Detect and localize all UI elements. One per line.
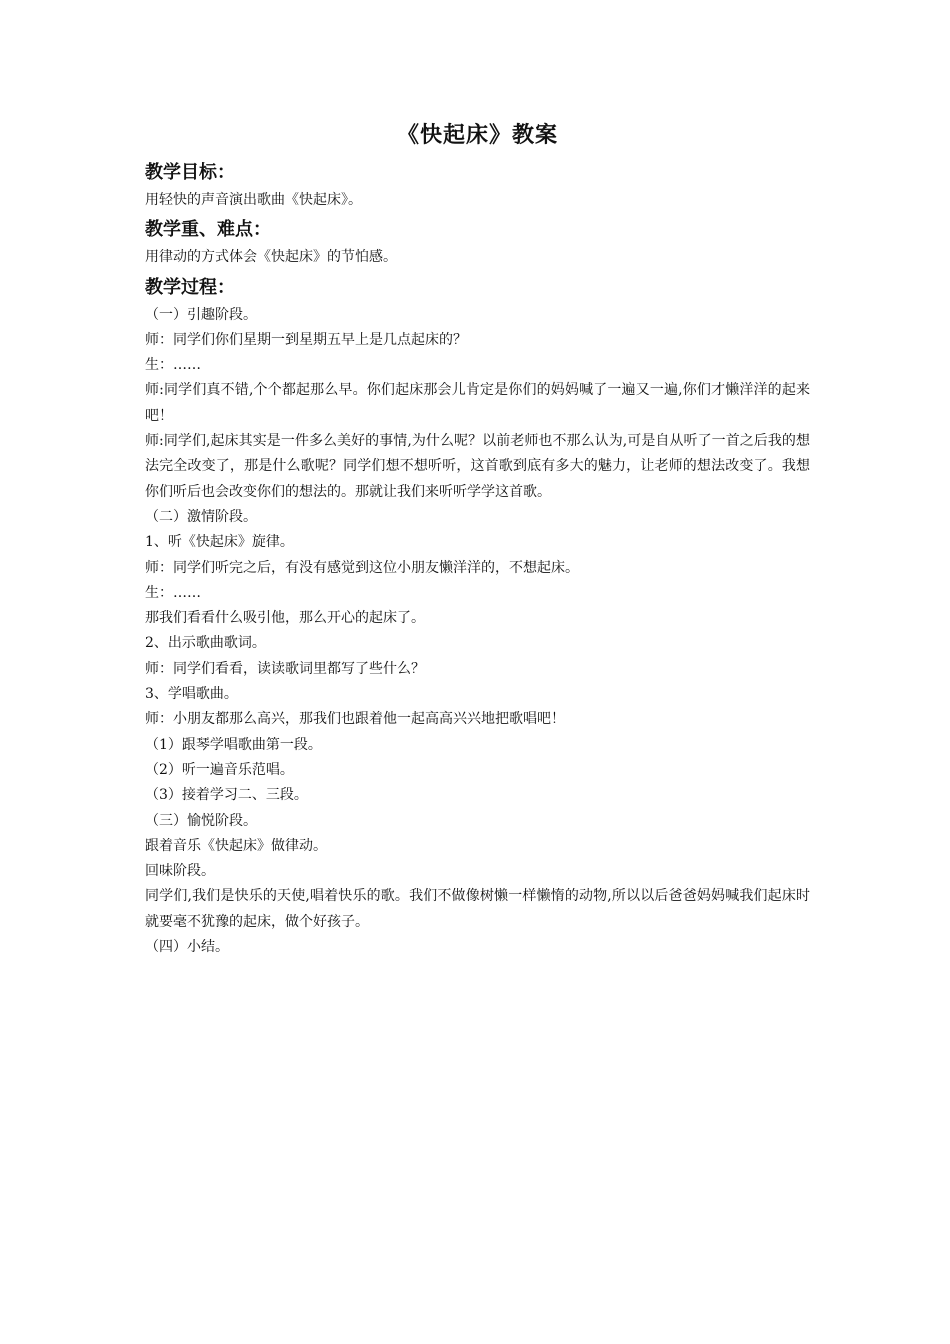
process-paragraph: 生：…… — [145, 357, 201, 374]
process-paragraph: （三）愉悦阶段。 — [145, 812, 257, 829]
process-paragraph: 跟着音乐《快起床》做律动。 — [145, 837, 327, 854]
process-paragraph: 师：同学们听完之后，有没有感觉到这位小朋友懒洋洋的，不想起床。 — [145, 559, 579, 576]
process-paragraph: 师：小朋友都那么高兴，那我们也跟着他一起高高兴兴地把歌唱吧！ — [145, 711, 565, 728]
document-title: 《快起床》教案 — [396, 123, 558, 148]
process-paragraph: 1、听《快起床》旋律。 — [145, 534, 294, 551]
process-paragraph: 师：同学们你们星期一到星期五早上是几点起床的？ — [145, 331, 467, 348]
section-heading-process: 教学过程： — [145, 276, 235, 298]
process-paragraph: 3、学唱歌曲。 — [145, 686, 238, 703]
process-paragraph: （2）听一遍音乐范唱。 — [145, 761, 294, 778]
process-paragraph: 2、出示歌曲歌词。 — [145, 635, 266, 652]
objectives-text: 用轻快的声音演出歌曲《快起床》。 — [145, 192, 362, 208]
process-paragraph: 生：…… — [145, 584, 201, 601]
process-body — [145, 303, 810, 961]
document-page — [145, 118, 810, 960]
section-heading-objectives: 教学目标： — [145, 162, 235, 183]
key-points-text: 用律动的方式体会《快起床》的节怕感。 — [145, 249, 397, 266]
process-paragraph: 师:同学们真不错,个个都起那么早。你们起床那会儿肯定是你们的妈妈喊了一遍又一遍,你们才懒洋洋的起来吧！ — [145, 382, 810, 424]
process-paragraph: （二）激情阶段。 — [145, 508, 257, 525]
process-paragraph: （一）引趣阶段。 — [145, 306, 257, 323]
process-paragraph: （四）小结。 — [145, 939, 229, 956]
process-paragraph: 回味阶段。 — [145, 863, 215, 880]
process-paragraph: （1）跟琴学唱歌曲第一段。 — [145, 736, 322, 753]
process-paragraph: 同学们,我们是快乐的天使,唱着快乐的歌。我们不做像树懒一样懒惰的动物,所以以后爸爸妈妈喊我们起床时就要毫不犹豫的起床，做个好孩子。 — [145, 888, 810, 930]
process-paragraph: 那我们看看什么吸引他，那么开心的起床了。 — [145, 610, 425, 627]
section-heading-key-points: 教学重、难点： — [145, 219, 271, 241]
process-paragraph: （3）接着学习二、三段。 — [145, 787, 308, 804]
process-paragraph: 师:同学们,起床其实是一件多么美好的事情,为什么呢？以前老师也不那么认为,可是自从听了一首之后我的想法完全改变了，那是什么歌呢？同学们想不想听听，这首歌到底有多大的魅力，让老师的想法改变了。我想你们听后也会改变你们的想法的。那就让我们来听听学学这首歌。 — [145, 433, 810, 500]
process-paragraph: 师：同学们看看，读读歌词里都写了些什么？ — [145, 660, 425, 677]
